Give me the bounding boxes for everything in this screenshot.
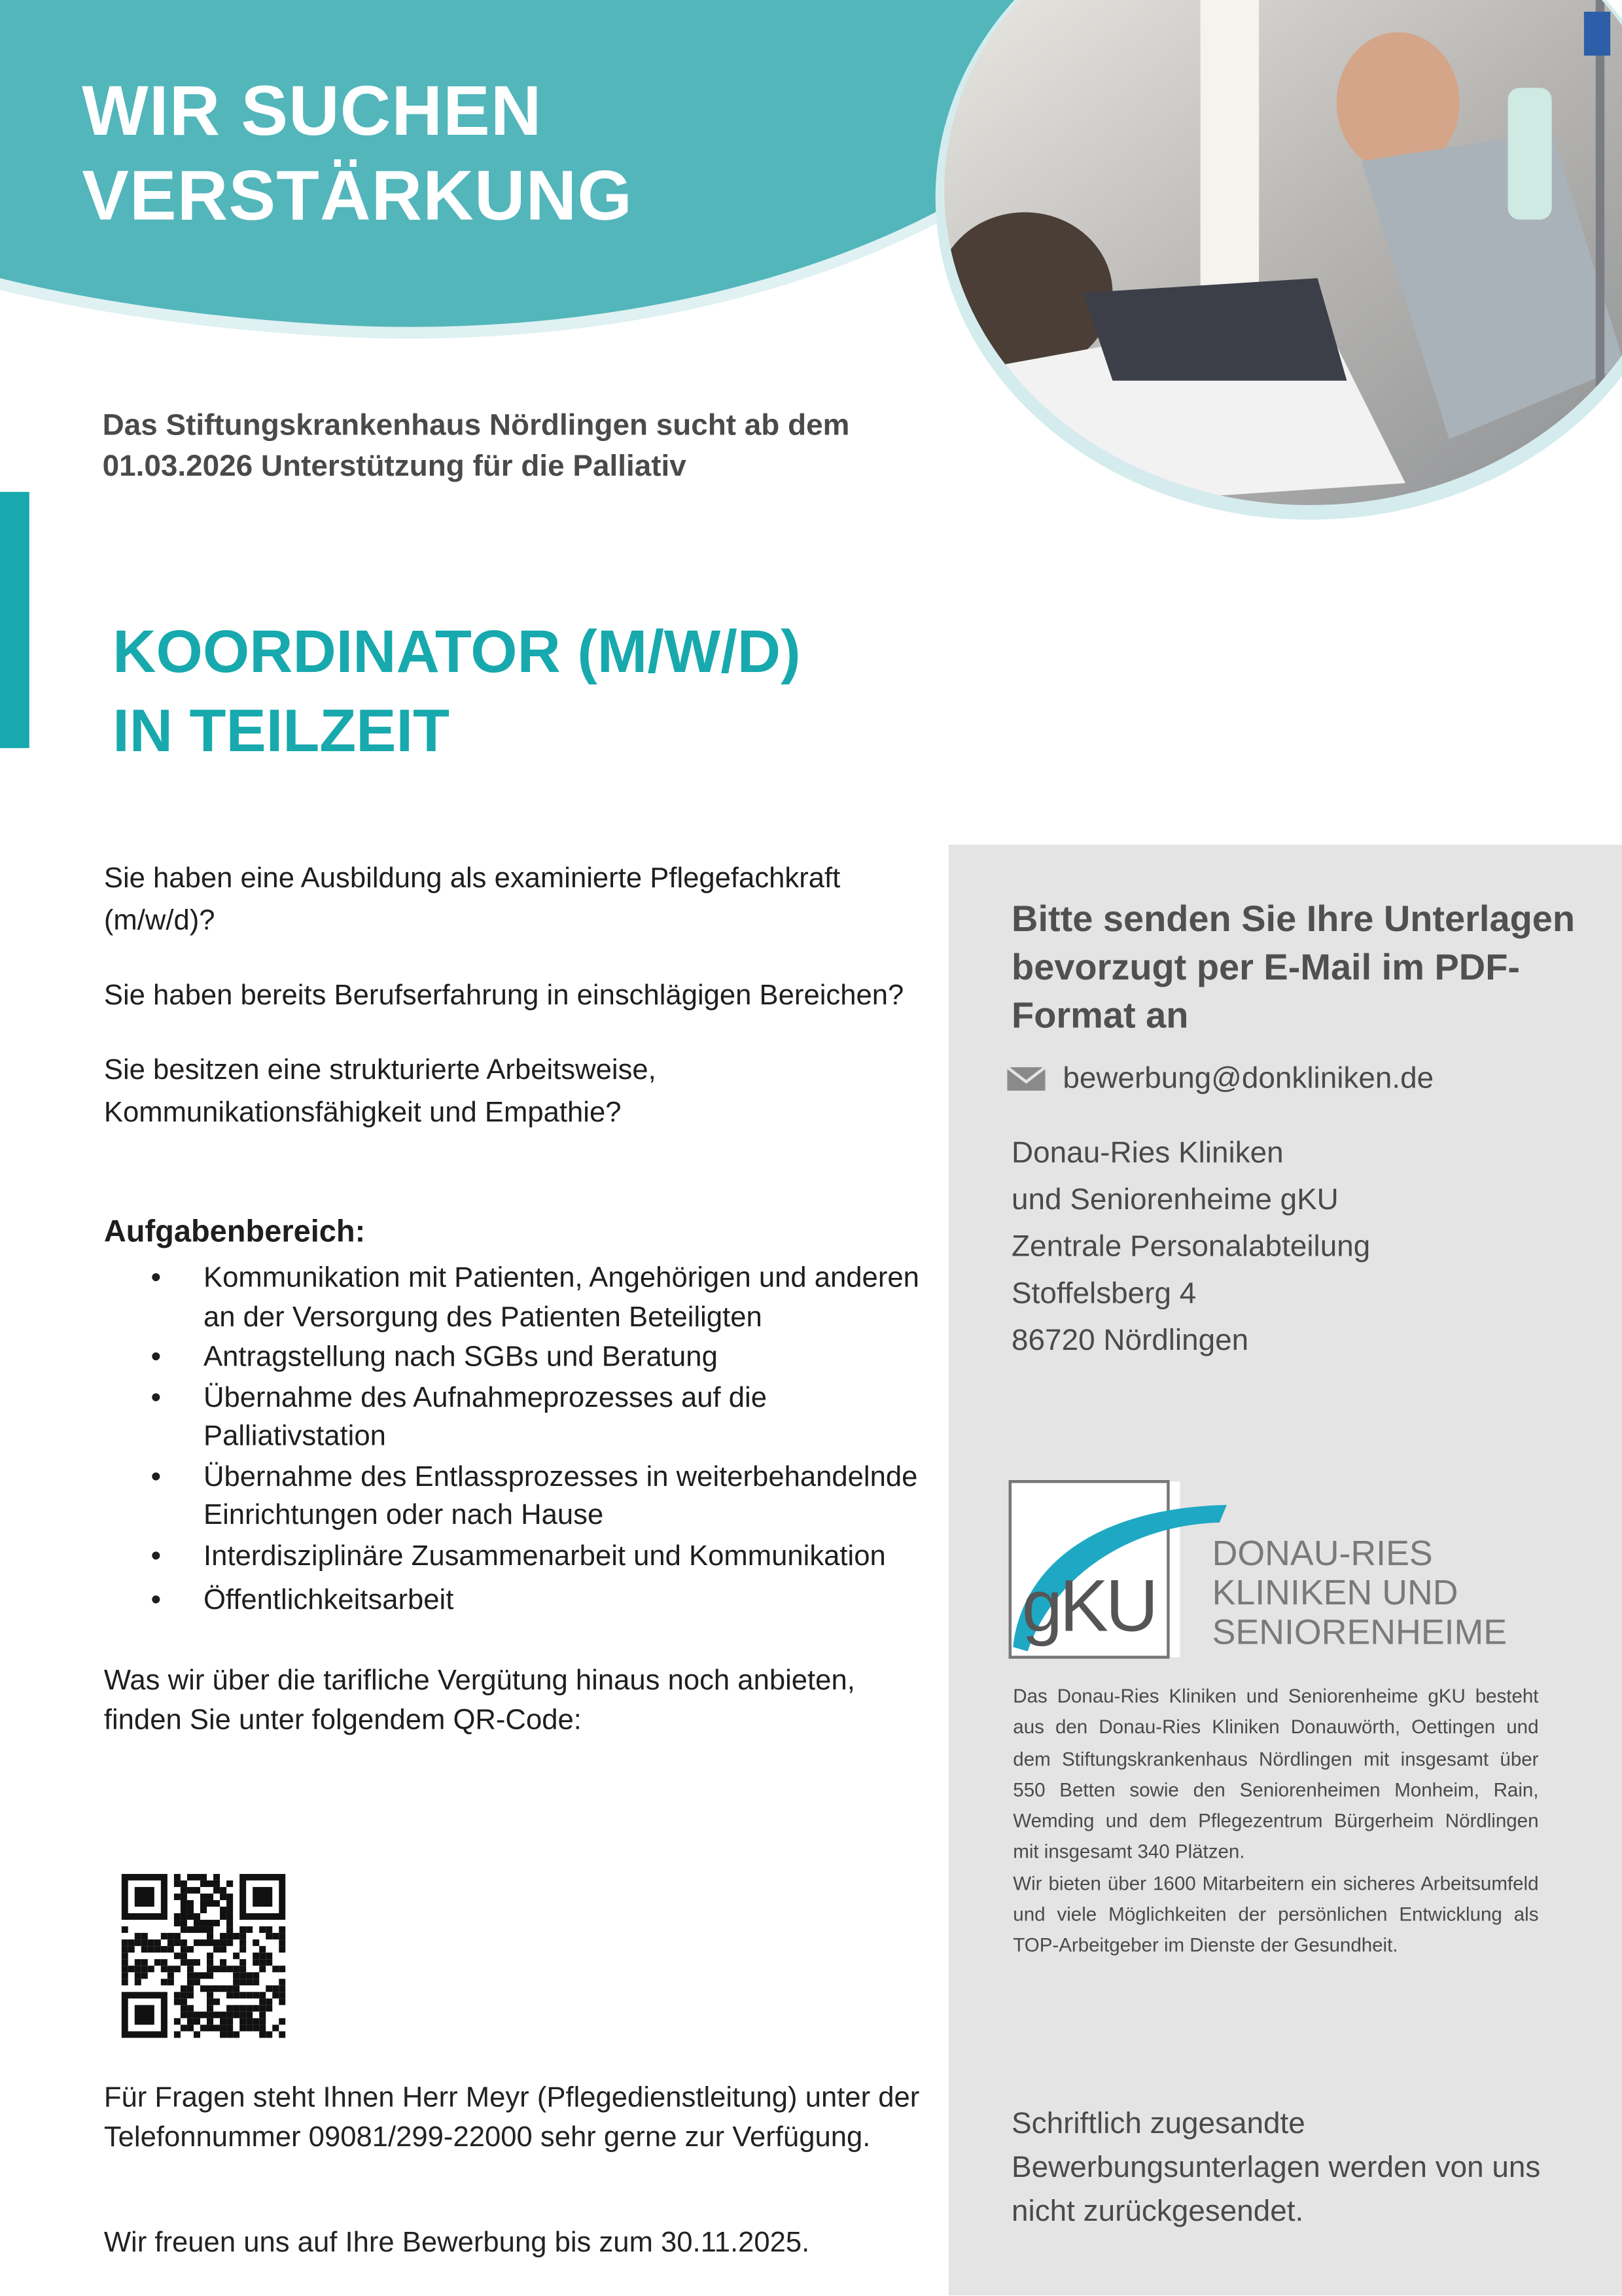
logo-line: SENIORENHEIME bbox=[1212, 1613, 1507, 1653]
job-title bbox=[113, 612, 800, 770]
logo-wordmark bbox=[1212, 1534, 1507, 1653]
tasks-heading: Aufgabenbereich: bbox=[103, 1215, 366, 1249]
requirement-item: Sie haben eine Ausbildung als examinierte Pflegefachkraft (m/w/d)? bbox=[103, 862, 841, 937]
task-item: • Kommunikation mit Patienten, Angehörigen und anderen an der Versorgung des Patienten Beteiligten bbox=[104, 1259, 924, 1337]
task-item: • Antragstellung nach SGBs und Beratung bbox=[104, 1338, 924, 1377]
accent-bar bbox=[0, 492, 29, 749]
address-line: Stoffelsberg 4 bbox=[1012, 1277, 1197, 1311]
job-subtitle-line: IN TEILZEIT bbox=[113, 697, 450, 764]
about-paragraph: Das Donau-Ries Kliniken und Seniorenheime gKU besteht aus den Donau-Ries Kliniken Donauwörth, Oettingen und dem Stiftungskrankenhaus Nördlingen mit insgesamt über 550 Betten sowie den Seniorenheimen Monheim, Rain, Wemding und dem Pflegezentrum Bürgerheim Nördlingen mit insgesamt 340 Plätzen. bbox=[1013, 1685, 1539, 1863]
about-text bbox=[1013, 1681, 1538, 1962]
nurse-patient-photo bbox=[937, 0, 1622, 527]
email-link[interactable]: bewerbung@donkliniken.de bbox=[1063, 1061, 1434, 1095]
contact-text: Für Fragen steht Ihnen Herr Meyr (Pflegedienstleitung) unter der Telefonnummer 09081/299-22000 sehr gerne zur Verfügung. bbox=[103, 2081, 920, 2153]
gku-logo bbox=[1007, 1479, 1534, 1666]
deadline-text: Wir freuen uns auf Ihre Bewerbung bis zum 30.11.2025. bbox=[103, 2227, 810, 2259]
intro-line-2: 01.03.2026 Unterstützung für die Palliativ bbox=[102, 449, 686, 484]
logo-line: DONAU-RIES bbox=[1212, 1534, 1433, 1574]
requirement-item: Sie besitzen eine strukturierte Arbeitsweise, Kommunikationsfähigkeit und Empathie? bbox=[103, 1053, 656, 1129]
logo-mark: gKU bbox=[1021, 1564, 1155, 1648]
closing-note: Schriftlich zugesandte Bewerbungsunterlagen werden von uns nicht zurückgesendet. bbox=[1012, 2106, 1541, 2229]
hero-heading bbox=[82, 70, 633, 240]
about-paragraph: Wir bieten über 1600 Mitarbeitern ein sicheres Arbeitsumfeld und viele Möglichkeiten der persönlichen Entwicklung als TOP-Arbeitgeber im Dienste der Gesundheit. bbox=[1013, 1872, 1539, 1957]
task-item: • Interdisziplinäre Zusammenarbeit und Kommunikation bbox=[104, 1536, 924, 1575]
tasks-list bbox=[104, 1259, 924, 1620]
requirements-section bbox=[104, 858, 924, 1772]
logo-line: KLINIKEN UND bbox=[1212, 1574, 1458, 1614]
task-item: • Übernahme des Entlassprozesses in weiterbehandelnde Einrichtungen oder nach Hause bbox=[104, 1457, 924, 1535]
task-item: • Öffentlichkeitsarbeit bbox=[104, 1581, 924, 1619]
task-item: • Übernahme des Aufnahmeprozesses auf die Palliativstation bbox=[104, 1379, 924, 1457]
postal-address bbox=[1012, 1130, 1370, 1364]
address-line: Donau-Ries Kliniken bbox=[1012, 1136, 1284, 1170]
envelope-icon bbox=[1007, 1066, 1045, 1092]
address-line: Zentrale Personalabteilung bbox=[1012, 1229, 1371, 1263]
panel-heading: Bitte senden Sie Ihre Unterlagen bevorzugt per E-Mail im PDF-Format an bbox=[1012, 898, 1576, 1037]
address-line: 86720 Nördlingen bbox=[1012, 1323, 1249, 1358]
hero-line-1: WIR SUCHEN bbox=[82, 73, 542, 151]
address-line: und Seniorenheime gKU bbox=[1012, 1182, 1339, 1217]
job-title-line: KOORDINATOR (M/W/D) bbox=[113, 618, 801, 686]
email-row bbox=[1007, 1061, 1434, 1097]
intro-text bbox=[103, 406, 850, 487]
qr-code[interactable] bbox=[122, 1874, 286, 2038]
intro-line-1: Das Stiftungskrankenhaus Nördlingen sucht ab dem bbox=[102, 408, 850, 442]
benefits-text: Was wir über die tarifliche Vergütung hinaus noch anbieten, finden Sie unter folgendem QR-Code: bbox=[103, 1663, 855, 1736]
hero-line-2: VERSTÄRKUNG bbox=[82, 158, 633, 236]
requirement-item: Sie haben bereits Berufserfahrung in einschlägigen Bereichen? bbox=[103, 979, 904, 1012]
